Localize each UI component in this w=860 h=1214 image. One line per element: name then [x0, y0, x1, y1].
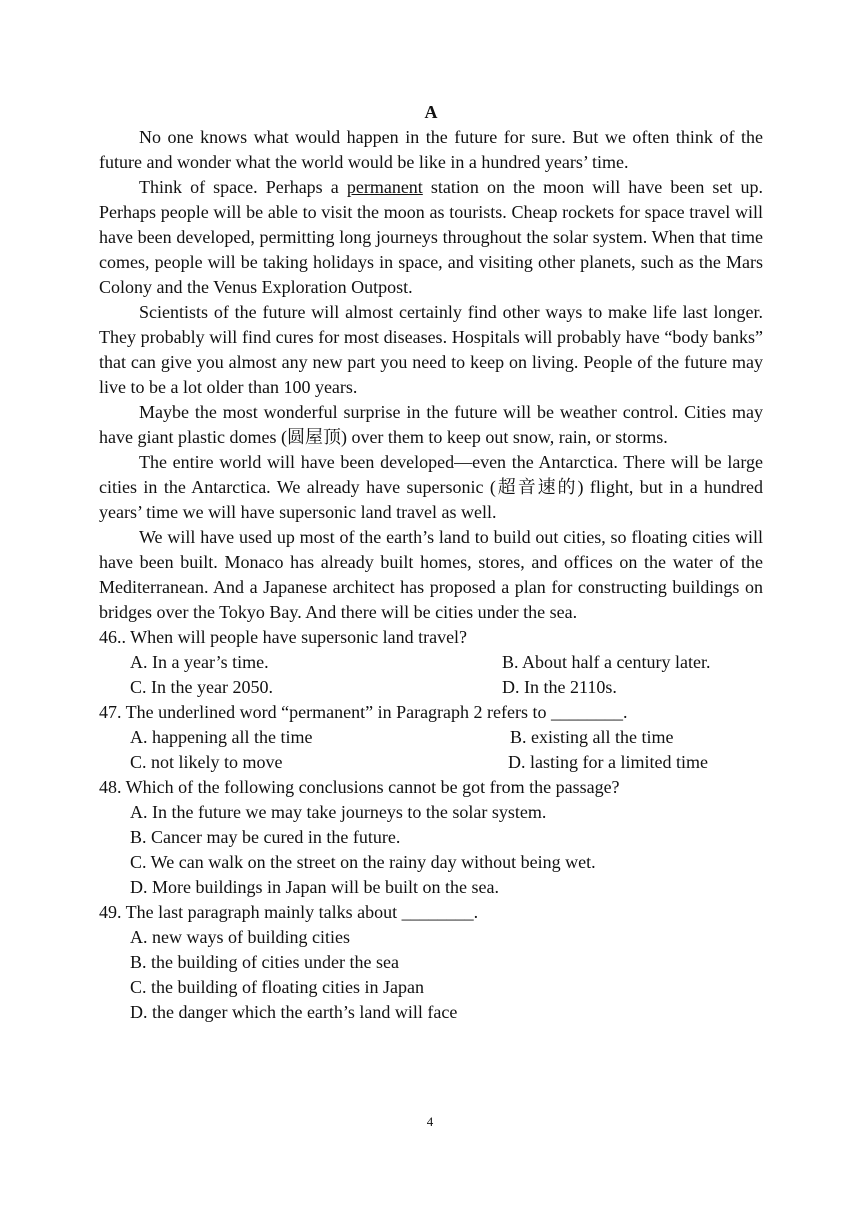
passage-paragraph-2: [99, 175, 763, 300]
passage-paragraph-6: We will have used up most of the earth’s land to build out cities, so floating cities will have been built. Monaco has already built homes, stores, and offices on the water of the Mediterranean. And a Japanese architect has proposed a plan for constructing buildings on bridges over the Tokyo Bay. And there will be cities under the sea.: [99, 527, 763, 622]
question-48-option-b: B. Cancer may be cured in the future.: [130, 827, 401, 847]
passage-paragraph-3: Scientists of the future will almost certainly find other ways to make life last longer. They probably will find cures for most diseases. Hospitals will probably have “body banks” that can give you almost any new part you need to keep on living. People of the future may live to be a lot older than 100 years.: [99, 302, 763, 397]
question-47-stem: 47. The underlined word “permanent” in Paragraph 2 refers to ________.: [99, 702, 628, 722]
document-page: [99, 100, 763, 1025]
question-47-option-c: C. not likely to move: [130, 752, 283, 772]
question-47-option-d: D. lasting for a limited time: [508, 752, 708, 772]
passage-paragraph-1: No one knows what would happen in the future for sure. But we often think of the future and wonder what the world would be like in a hundred years’ time.: [99, 127, 763, 172]
question-46-option-a: A. In a year’s time.: [130, 652, 269, 672]
section-title: A: [424, 102, 438, 122]
question-49-option-b: B. the building of cities under the sea: [130, 952, 399, 972]
question-47-option-b: B. existing all the time: [510, 727, 674, 747]
question-46-options: [99, 650, 763, 700]
question-48-option-d: D. More buildings in Japan will be built on the sea.: [130, 877, 499, 897]
question-47-option-a: A. happening all the time: [130, 727, 313, 747]
paragraph-2-text-before: Think of space. Perhaps a: [139, 177, 347, 197]
question-49-option-d: D. the danger which the earth’s land will face: [130, 1002, 458, 1022]
question-49-stem: 49. The last paragraph mainly talks about ________.: [99, 902, 479, 922]
question-49-options: [99, 925, 763, 1025]
question-49-option-c: C. the building of floating cities in Japan: [130, 977, 424, 997]
question-47-options: [99, 725, 763, 775]
passage-paragraph-5: The entire world will have been developed—even the Antarctica. There will be large cities in the Antarctica. We already have supersonic (超音速的) flight, but in a hundred years’ time we will have supersonic land travel as well.: [99, 452, 763, 522]
passage-paragraph-4: Maybe the most wonderful surprise in the future will be weather control. Cities may have giant plastic domes (圆屋顶) over them to keep out snow, rain, or storms.: [99, 402, 763, 447]
question-48-stem: 48. Which of the following conclusions cannot be got from the passage?: [99, 777, 620, 797]
question-46-option-c: C. In the year 2050.: [130, 677, 273, 697]
paragraph-2-text-after: station on the moon will have been set up. Perhaps people will be able to visit the moon as tourists. Cheap rockets for space travel will have been developed, permitting long journeys throughout the solar system. When that time comes, people will be taking holidays in space, and visiting other planets, such as the Mars Colony and the Venus Exploration Outpost.: [99, 177, 763, 297]
question-48-options: [99, 800, 763, 900]
question-48-option-a: A. In the future we may take journeys to the solar system.: [130, 802, 547, 822]
question-46-option-b: B. About half a century later.: [502, 652, 711, 672]
page-number: 4: [426, 1114, 434, 1129]
question-46-option-d: D. In the 2110s.: [502, 677, 617, 697]
question-49-option-a: A. new ways of building cities: [130, 927, 350, 947]
question-48-option-c: C. We can walk on the street on the rainy day without being wet.: [130, 852, 596, 872]
underlined-word-permanent: permanent: [346, 177, 423, 197]
question-46-stem: 46.. When will people have supersonic land travel?: [99, 627, 468, 647]
